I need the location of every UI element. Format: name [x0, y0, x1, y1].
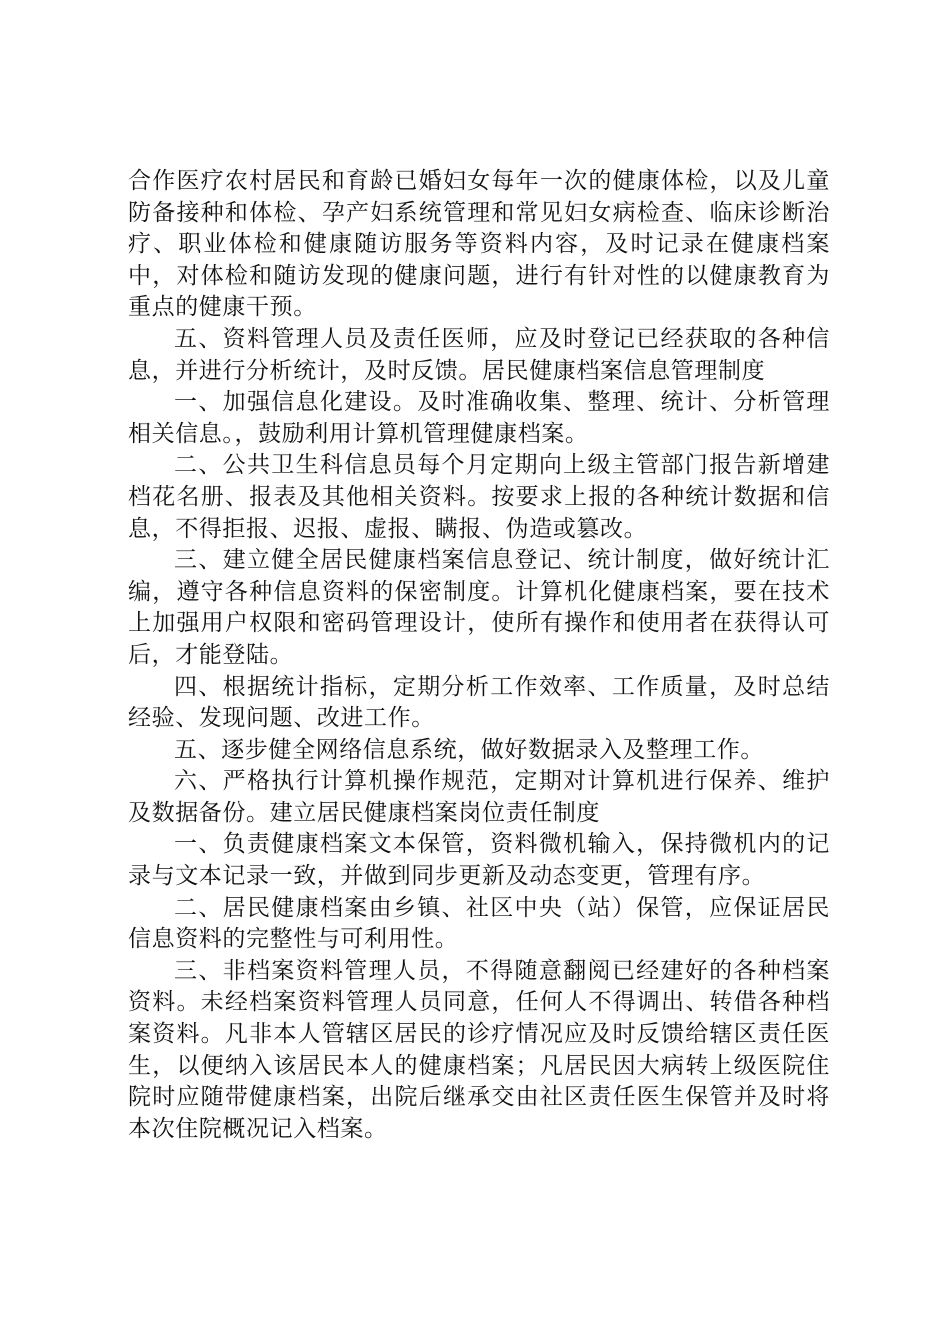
document-body: [128, 166, 830, 1145]
paragraph-info-item-5: 五、逐步健全网络信息系统，做好数据录入及整理工作。: [174, 736, 764, 763]
paragraph-info-item-3: 三、建立健全居民健康档案信息登记、统计制度，做好统计汇编，遵守各种信息资料的保密制度。计算机化健康档案，要在技术上加强用户权限和密码管理设计，使所有操作和使用者在获得认可后，才能登陆。: [128, 547, 830, 668]
paragraph-info-item-2: 二、公共卫生科信息员每个月定期向上级主管部门报告新增建档花名册、报表及其他相关资料。按要求上报的各种统计数据和信息，不得拒报、迟报、虚报、瞒报、伪造或篡改。: [128, 452, 830, 542]
paragraph-info-item-6: 六、严格执行计算机操作规范，定期对计算机进行保养、维护及数据备份。建立居民健康档案岗位责任制度: [128, 768, 830, 826]
paragraph-info-item-4: 四、根据统计指标，定期分析工作效率、工作质量，及时总结经验、发现问题、改进工作。: [128, 673, 830, 732]
paragraph-continuation: 合作医疗农村居民和育龄已婚妇女每年一次的健康体检，以及儿童防备接种和体检、孕产妇系统管理和常见妇女病检查、临床诊断治疗、职业体检和健康随访服务等资料内容，及时记录在健康档案中，对体检和随访发现的健康问题，进行有针对性的以健康教育为重点的健康干预。: [128, 168, 830, 321]
paragraph-duty-item-1: 一、负责健康档案文本保管，资料微机输入，保持微机内的记录与文本记录一致，并做到同步更新及动态变更，管理有序。: [128, 831, 830, 890]
paragraph-item-5-data-management: 五、资料管理人员及责任医师，应及时登记已经获取的各种信息，并进行分析统计，及时反馈。居民健康档案信息管理制度: [128, 325, 830, 384]
paragraph-duty-item-2: 二、居民健康档案由乡镇、社区中央（站）保管，应保证居民信息资料的完整性与可利用性。: [128, 894, 830, 953]
paragraph-duty-item-3: 三、非档案资料管理人员，不得随意翻阅已经建好的各种档案资料。未经档案资料管理人员同意，任何人不得调出、转借各种档案资料。凡非本人管辖区居民的诊疗情况应及时反馈给辖区责任医生，以便纳入该居民本人的健康档案；凡居民因大病转上级医院住院时应随带健康档案，出院后继承交由社区责任医生保管并及时将本次住院概况记入档案。: [128, 957, 830, 1142]
paragraph-info-item-1: 一、加强信息化建设。及时准确收集、整理、统计、分析管理相关信息。，鼓励利用计算机管理健康档案。: [128, 389, 830, 447]
